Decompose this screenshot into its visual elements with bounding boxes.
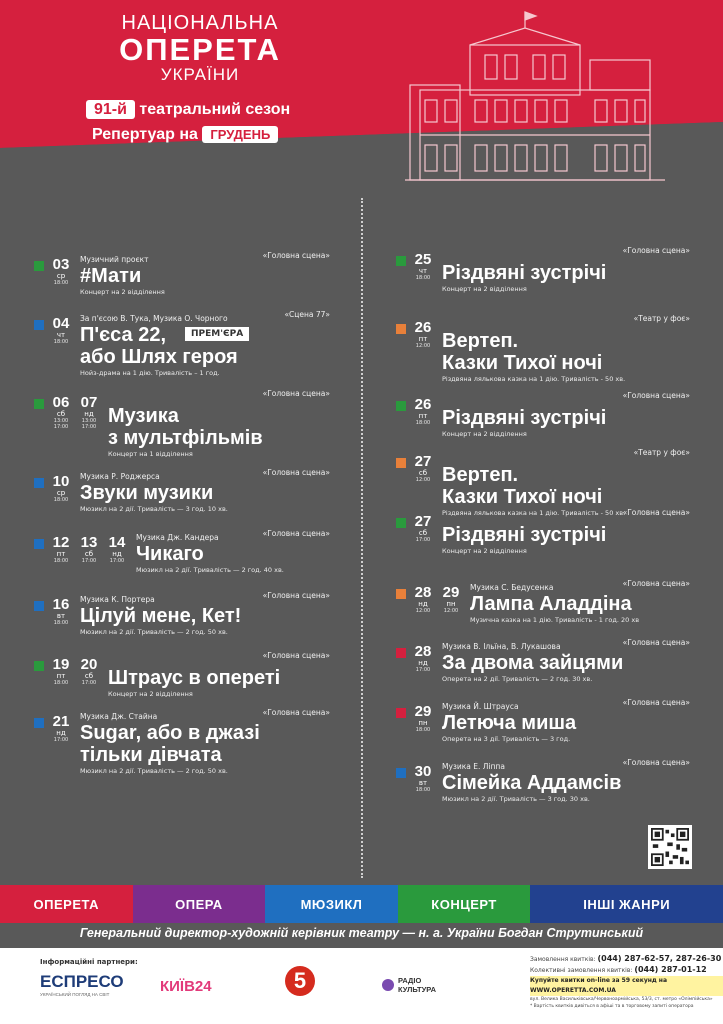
date-time: 18:00 xyxy=(53,280,69,286)
date-weekday: пн xyxy=(418,719,428,727)
event-stage: «Головна сцена» xyxy=(622,246,690,255)
event-stage: «Головна сцена» xyxy=(622,579,690,588)
event-stage: «Головна сцена» xyxy=(262,708,330,717)
event-credits: Музика С. Бедусенка xyxy=(470,583,554,592)
date-weekday: сб xyxy=(418,529,428,537)
date-time: 18:00 xyxy=(415,275,431,281)
logo-line-3: УКРАЇНИ xyxy=(160,65,240,84)
event-title[interactable]: Sugar, або в джазі xyxy=(80,722,260,744)
date-time: 13:00 17:00 xyxy=(53,418,69,430)
date-time: 18:00 xyxy=(415,727,431,733)
radio-icon xyxy=(382,979,394,991)
date-day: 10 xyxy=(52,473,70,490)
event-title[interactable]: За двома зайцями xyxy=(442,652,624,674)
qr-code-icon[interactable] xyxy=(648,825,692,869)
event-description: Мюзикл на 2 дії. Тривалість — 2 год. 50 хв. xyxy=(80,628,228,636)
event-description: Різдвяна лялькова казка на 1 дію. Тривалість - 50 хв. xyxy=(442,375,626,383)
event-description: Концерт на 2 відділення xyxy=(442,285,527,293)
date-weekday: ср xyxy=(56,489,66,497)
event-date xyxy=(438,585,464,614)
date-day: 30 xyxy=(414,763,432,780)
date-day: 28 xyxy=(414,584,432,601)
date-weekday: сб xyxy=(84,550,94,558)
event-stage: «Головна сцена» xyxy=(262,591,330,600)
event-title[interactable]: Штраус в опереті xyxy=(108,667,281,689)
online-tickets-link[interactable]: Купуйте квитки on-line за 59 секунд на WWW.OPERETTA.COM.UA xyxy=(530,976,723,996)
event-stage: «Головна сцена» xyxy=(262,529,330,538)
date-time: 18:00 xyxy=(53,620,69,626)
genre-marker xyxy=(34,478,44,488)
date-weekday: ср xyxy=(56,272,66,280)
theatre-logo xyxy=(100,12,300,85)
event-title[interactable]: Музика xyxy=(108,405,179,427)
event-date xyxy=(76,395,102,430)
event-description: Концерт на 2 відділення xyxy=(80,288,165,296)
date-weekday: пн xyxy=(446,600,456,608)
radio-kultura-logo xyxy=(382,976,442,994)
genre-marker xyxy=(396,518,406,528)
event-title[interactable]: П'єса 22, xyxy=(80,324,167,346)
event-description: Оперета на 2 дії. Тривалість — 2 год. 30 хв. xyxy=(442,675,593,683)
event-date xyxy=(48,657,74,686)
date-day: 29 xyxy=(442,584,460,601)
event-date xyxy=(48,316,74,345)
date-time: 18:00 xyxy=(415,787,431,793)
event-title-line-2[interactable]: Казки Тихої ночі xyxy=(442,352,603,374)
event-credits: Музика В. Ільїна, В. Лукашова xyxy=(442,642,561,651)
event-title[interactable]: #Мати xyxy=(80,265,142,287)
date-time: 13:00 17:00 xyxy=(81,418,97,430)
date-time: 18:00 xyxy=(53,497,69,503)
genre-marker xyxy=(34,320,44,330)
event-date xyxy=(410,252,436,281)
channel5-number: 5 xyxy=(293,968,307,993)
event-credits: Музика Дж. Стайна xyxy=(80,712,158,721)
genre-marker xyxy=(34,261,44,271)
event-date xyxy=(410,454,436,483)
event-stage: «Головна сцена» xyxy=(622,508,690,517)
event-stage: «Головна сцена» xyxy=(622,698,690,707)
season-heading xyxy=(86,101,290,119)
event-title-line-2[interactable]: з мультфільмів xyxy=(108,427,263,449)
event-stage: «Головна сцена» xyxy=(262,251,330,260)
event-date xyxy=(410,397,436,426)
date-weekday: нд xyxy=(112,550,122,558)
event-date xyxy=(410,514,436,543)
date-time: 18:00 xyxy=(415,420,431,426)
date-time: 17:00 xyxy=(109,558,125,564)
date-day: 19 xyxy=(52,656,70,673)
ticket-note: * Вартість квитків дивіться в афіші та в торговому запиті оператора xyxy=(530,1004,694,1009)
espreso-tagline: УКРАЇНСЬКИЙ ПОГЛЯД НА СВІТ xyxy=(40,992,110,997)
date-day: 04 xyxy=(52,315,70,332)
event-date xyxy=(76,535,102,564)
event-title-line-2[interactable]: тільки дівчата xyxy=(80,744,222,766)
genre-marker xyxy=(396,401,406,411)
espreso-logo xyxy=(40,972,124,997)
event-stage: «Головна сцена» xyxy=(622,758,690,767)
date-time: 12:00 xyxy=(443,608,459,614)
repertoire-month: ГРУДЕНЬ xyxy=(202,126,278,143)
date-time: 18:00 xyxy=(53,339,69,345)
date-day: 26 xyxy=(414,319,432,336)
event-title[interactable]: Вертеп. xyxy=(442,330,519,352)
event-date xyxy=(48,395,74,430)
genre-marker xyxy=(396,256,406,266)
date-time: 17:00 xyxy=(53,737,69,743)
date-time: 17:00 xyxy=(81,680,97,686)
event-title[interactable]: Різдвяні зустрічі xyxy=(442,407,607,429)
director-credit: Генеральний директор-художній керівник театру — н. а. України Богдан Струтинський xyxy=(79,926,644,940)
genre-marker xyxy=(396,324,406,334)
date-weekday: пт xyxy=(56,672,66,680)
genre-marker xyxy=(396,458,406,468)
date-day: 20 xyxy=(80,656,98,673)
event-credits: За п'єсою В. Тука, Музика О. Чорного xyxy=(80,314,228,323)
date-day: 25 xyxy=(414,251,432,268)
event-description: Мюзикл на 2 дії. Тривалість — 3 год. 10 хв. xyxy=(80,505,228,513)
event-date xyxy=(410,764,436,793)
event-description: Музична казка на 1 дію. Тривалість - 1 год. 20 хв xyxy=(470,616,640,624)
date-time: 12:00 xyxy=(415,477,431,483)
event-description: Нойз-драма на 1 дію. Тривалість – 1 год. xyxy=(80,369,220,377)
logo-line-2: ОПЕРЕТА xyxy=(119,32,281,67)
date-day: 06 xyxy=(52,394,70,411)
event-credits: Музика К. Портера xyxy=(80,595,155,604)
season-text: театральний сезон xyxy=(139,101,291,118)
repertoire-heading xyxy=(92,126,278,144)
date-weekday: пт xyxy=(418,412,428,420)
date-day: 13 xyxy=(80,534,98,551)
date-weekday: пт xyxy=(56,550,66,558)
event-description: Концерт на 2 відділення xyxy=(442,547,527,555)
logo-line-1: НАЦІОНАЛЬНА xyxy=(121,12,279,34)
date-weekday: чт xyxy=(56,331,66,339)
date-weekday: сб xyxy=(84,672,94,680)
event-description: Концерт на 1 відділення xyxy=(108,450,193,458)
date-weekday: вт xyxy=(56,612,66,620)
genre-concert: КОНЦЕРТ xyxy=(398,885,531,923)
genre-opera: ОПЕРА xyxy=(133,885,266,923)
event-stage: «Театр у фоє» xyxy=(633,448,690,457)
event-description: Концерт на 2 відділення xyxy=(108,690,193,698)
event-stage: «Головна сцена» xyxy=(622,391,690,400)
event-credits: Музика Е. Ліппа xyxy=(442,762,505,771)
date-day: 29 xyxy=(414,703,432,720)
genre-legend xyxy=(0,885,723,923)
genre-marker xyxy=(34,399,44,409)
genre-marker xyxy=(396,589,406,599)
date-day: 07 xyxy=(80,394,98,411)
date-time: 18:00 xyxy=(53,680,69,686)
event-stage: «Головна сцена» xyxy=(262,389,330,398)
event-date xyxy=(410,704,436,733)
event-title[interactable]: Вертеп. xyxy=(442,464,519,486)
genre-marker xyxy=(396,648,406,658)
date-time: 12:00 xyxy=(415,608,431,614)
event-title[interactable]: Цілуй мене, Кет! xyxy=(80,605,242,627)
date-weekday: сб xyxy=(418,469,428,477)
date-weekday: нд xyxy=(56,729,66,737)
event-stage: «Сцена 77» xyxy=(284,310,330,319)
contact-1-label: Замовлення квитків: xyxy=(530,956,596,963)
date-day: 14 xyxy=(108,534,126,551)
event-stage: «Головна сцена» xyxy=(262,468,330,477)
genre-operetta: ОПЕРЕТА xyxy=(0,885,133,923)
event-credits: Музичний проєкт xyxy=(80,255,149,264)
contact-1-phone[interactable]: (044) 287-62-57, 287-26-30 xyxy=(597,954,722,963)
contact-2-phone[interactable]: (044) 287-01-12 xyxy=(634,965,707,974)
event-stage: «Головна сцена» xyxy=(622,638,690,647)
event-date xyxy=(410,320,436,349)
genre-marker xyxy=(34,601,44,611)
event-description: Різдвяна лялькова казка на 1 дію. Тривалість - 50 хв. xyxy=(442,509,626,517)
date-day: 26 xyxy=(414,396,432,413)
kyiv24-logo: КИЇВ24 xyxy=(160,978,212,995)
header xyxy=(0,0,723,215)
event-description: Мюзикл на 2 дії. Тривалість — 2 год. 50 хв. xyxy=(80,767,228,775)
espreso-name: ЕСПРЕСО xyxy=(40,972,124,991)
event-date xyxy=(48,257,74,286)
event-description: Концерт на 2 відділення xyxy=(442,430,527,438)
event-title[interactable]: Чикаго xyxy=(136,543,204,565)
date-day: 16 xyxy=(52,596,70,613)
genre-musical: МЮЗИКЛ xyxy=(265,885,398,923)
date-day: 12 xyxy=(52,534,70,551)
event-stage: «Головна сцена» xyxy=(262,651,330,660)
event-description: Мюзикл на 2 дії. Тривалість — 3 год. 30 хв. xyxy=(442,795,590,803)
genre-marker xyxy=(34,718,44,728)
contacts xyxy=(530,954,723,1010)
event-title[interactable]: Сімейка Аддамсів xyxy=(442,772,622,794)
event-date xyxy=(48,597,74,626)
genre-other: ІНШІ ЖАНРИ xyxy=(530,885,723,923)
event-stage: «Театр у фоє» xyxy=(633,314,690,323)
event-date xyxy=(410,585,436,614)
event-credits: Музика Й. Штрауса xyxy=(442,702,519,711)
event-date xyxy=(48,714,74,743)
date-day: 03 xyxy=(52,256,70,273)
date-weekday: нд xyxy=(84,410,94,418)
event-title-line-2[interactable]: або Шлях героя xyxy=(80,346,238,368)
event-title[interactable]: Лампа Аладдіна xyxy=(470,593,632,615)
channel5-logo xyxy=(285,966,315,996)
genre-marker xyxy=(34,661,44,671)
event-title[interactable]: Звуки музики xyxy=(80,482,214,504)
date-day: 27 xyxy=(414,453,432,470)
event-date xyxy=(48,474,74,503)
repertoire-text: Репертуар на xyxy=(92,126,198,143)
date-time: 17:00 xyxy=(81,558,97,564)
date-day: 28 xyxy=(414,643,432,660)
date-day: 21 xyxy=(52,713,70,730)
event-title[interactable]: Різдвяні зустрічі xyxy=(442,262,607,284)
contact-2-label: Колективні замовлення квитків: xyxy=(530,967,633,974)
event-credits: Музика Дж. Кандера xyxy=(136,533,219,542)
genre-marker xyxy=(34,539,44,549)
date-weekday: пт xyxy=(418,335,428,343)
date-time: 17:00 xyxy=(415,667,431,673)
event-date xyxy=(104,535,130,564)
event-title[interactable]: Різдвяні зустрічі xyxy=(442,524,607,546)
date-time: 18:00 xyxy=(53,558,69,564)
date-weekday: сб xyxy=(56,410,66,418)
date-weekday: чт xyxy=(418,267,428,275)
event-date xyxy=(76,657,102,686)
event-credits: Музика Р. Роджерса xyxy=(80,472,160,481)
column-divider xyxy=(361,198,363,878)
date-time: 17:00 xyxy=(415,537,431,543)
genre-marker xyxy=(396,768,406,778)
partners-title: Інформаційні партнери: xyxy=(40,958,138,966)
season-number: 91-й xyxy=(86,100,135,119)
date-day: 27 xyxy=(414,513,432,530)
premiere-badge: ПРЕМ'ЄРА xyxy=(185,327,249,341)
footer xyxy=(0,948,723,1024)
date-weekday: вт xyxy=(418,779,428,787)
theatre-address: вул. Велика Васильківська/Червоноармійська, 53/3, ст. метро «Олімпійська» xyxy=(530,997,713,1002)
event-title-line-2[interactable]: Казки Тихої ночі xyxy=(442,486,603,508)
genre-marker xyxy=(396,708,406,718)
date-time: 12:00 xyxy=(415,343,431,349)
event-date xyxy=(410,644,436,673)
event-description: Оперета на 3 дії. Тривалість — 3 год. xyxy=(442,735,571,743)
date-weekday: нд xyxy=(418,659,428,667)
radio-kultura-name: РАДІО КУЛЬТУРА xyxy=(398,976,437,994)
date-weekday: нд xyxy=(418,600,428,608)
event-title[interactable]: Летюча миша xyxy=(442,712,577,734)
event-description: Мюзикл на 2 дії. Тривалість — 2 год. 40 хв. xyxy=(136,566,284,574)
event-date xyxy=(48,535,74,564)
